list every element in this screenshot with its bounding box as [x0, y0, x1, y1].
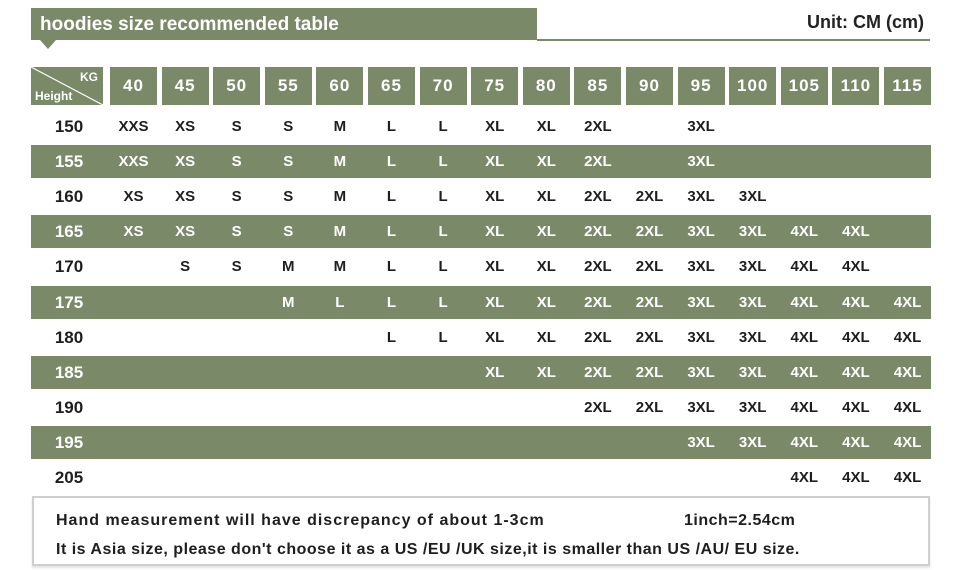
size-cell: XS	[175, 188, 196, 206]
table-row	[31, 250, 931, 283]
size-cell: 3XL	[738, 433, 767, 451]
size-cell: XL	[536, 188, 556, 206]
inch-conversion-note: 1inch=2.54cm	[684, 512, 796, 529]
size-cell: XL	[485, 188, 505, 206]
weight-header-row	[31, 67, 931, 105]
size-cell: 3XL	[687, 328, 715, 346]
size-cell: 4XL	[842, 469, 870, 486]
size-cell: XL	[485, 328, 505, 346]
size-cell: 2XL	[584, 153, 612, 171]
size-cell: XXS	[118, 118, 149, 135]
notes-box	[32, 496, 930, 566]
height-cell: 150	[54, 117, 84, 136]
size-cell: S	[231, 223, 242, 241]
size-cell: S	[283, 223, 294, 241]
table-row	[31, 356, 931, 389]
size-cell: 2XL	[635, 258, 664, 276]
size-cell: XS	[175, 153, 196, 171]
size-cell: 4XL	[790, 293, 819, 311]
height-axis-label: Height	[35, 89, 73, 103]
kg-header-110: 110	[832, 67, 879, 105]
height-cell: 175	[54, 292, 84, 312]
kg-header-100: 100	[729, 67, 776, 105]
size-cell: XL	[485, 153, 505, 171]
size-cell: XL	[536, 223, 556, 241]
height-cell: 170	[54, 257, 84, 277]
size-cell: S	[180, 258, 191, 276]
size-cell: XL	[536, 363, 556, 381]
size-cell: L	[386, 153, 397, 171]
size-cell: 2XL	[635, 363, 664, 381]
size-cell: XL	[536, 153, 556, 171]
kg-header-60: 60	[316, 67, 363, 105]
size-cell: L	[438, 153, 448, 171]
size-cell: S	[283, 118, 294, 135]
size-cell: L	[386, 328, 397, 346]
kg-header-70: 70	[420, 67, 467, 105]
height-cell: 180	[54, 327, 84, 347]
size-cell: 3XL	[738, 328, 767, 346]
size-cell: XXS	[118, 153, 149, 171]
unit-label: Unit: CM (cm)	[807, 12, 924, 32]
size-cell: 2XL	[584, 258, 612, 276]
asia-size-note: It is Asia size, please don't choose it as a US /EU /UK size,it is smaller than US /AU/ EU size.	[56, 541, 800, 558]
size-cell: M	[333, 258, 347, 276]
kg-header-40: 40	[110, 67, 157, 105]
size-cell: L	[386, 258, 397, 276]
size-cell: 4XL	[893, 433, 922, 451]
size-cell: 4XL	[893, 328, 922, 346]
size-cell: 2XL	[584, 293, 612, 311]
size-cell: L	[438, 258, 448, 276]
table-row	[31, 145, 931, 178]
size-cell: XS	[175, 118, 196, 135]
size-cell: 3XL	[738, 293, 767, 311]
table-row	[31, 426, 931, 459]
size-cell: S	[231, 118, 242, 135]
size-cell: 3XL	[738, 363, 767, 381]
size-cell: 3XL	[738, 223, 767, 241]
size-cell: 3XL	[687, 363, 715, 381]
size-cell: 2XL	[584, 188, 612, 206]
size-cell: 3XL	[687, 398, 715, 416]
size-cell: L	[386, 293, 397, 311]
size-cell: L	[438, 328, 448, 346]
kg-header-65: 65	[368, 67, 415, 105]
size-cell: 4XL	[790, 363, 819, 381]
table-row	[31, 110, 931, 143]
size-cell: 2XL	[635, 223, 664, 241]
size-cell: 4XL	[790, 469, 819, 486]
kg-header-75: 75	[471, 67, 518, 105]
size-cell: M	[282, 293, 295, 311]
size-cell: S	[231, 188, 242, 206]
size-cell: 2XL	[635, 398, 664, 416]
kg-header-55: 55	[265, 67, 312, 105]
size-cell: XL	[485, 118, 505, 135]
size-cell: 4XL	[842, 328, 870, 346]
size-cell: XL	[485, 363, 505, 381]
page-title: hoodies size recommended table	[40, 14, 339, 35]
size-cell: S	[283, 153, 294, 171]
size-cell: XL	[485, 223, 505, 241]
kg-axis-label: KG	[80, 70, 98, 84]
size-cell: 3XL	[687, 258, 715, 276]
size-cell: 4XL	[790, 433, 819, 451]
kg-header-90: 90	[626, 67, 673, 105]
size-cell: 3XL	[687, 188, 715, 206]
size-cell: 4XL	[842, 398, 870, 416]
kg-header-105: 105	[781, 67, 828, 105]
table-corner-header	[31, 67, 103, 105]
size-cell: 2XL	[584, 118, 612, 135]
size-cell: L	[386, 118, 397, 135]
size-cell: 3XL	[738, 188, 767, 206]
size-cell: 4XL	[842, 293, 870, 311]
size-cell: L	[438, 188, 448, 206]
kg-header-115: 115	[884, 67, 931, 105]
size-cell: 3XL	[687, 153, 715, 171]
size-cell: L	[386, 188, 397, 206]
height-cell: 155	[54, 152, 84, 172]
size-cell: 4XL	[790, 398, 819, 416]
title-notch-decoration	[40, 40, 56, 49]
size-cell: 4XL	[790, 258, 819, 276]
height-cell: 205	[54, 468, 84, 487]
size-cell: 4XL	[893, 398, 922, 416]
size-cell: L	[386, 223, 397, 241]
table-row	[31, 286, 931, 319]
title-underline	[537, 39, 930, 41]
size-cell: S	[231, 258, 242, 276]
size-cell: 4XL	[790, 328, 819, 346]
size-cell: L	[438, 293, 448, 311]
size-cell: 3XL	[687, 118, 715, 135]
kg-header-95: 95	[678, 67, 725, 105]
size-cell: S	[283, 188, 294, 206]
size-cell: XS	[175, 223, 196, 241]
size-cell: XS	[123, 223, 144, 241]
size-cell: 3XL	[687, 433, 715, 451]
size-cell: M	[282, 258, 295, 276]
size-cell: XS	[123, 188, 144, 206]
size-cell: 3XL	[687, 293, 715, 311]
size-cell: 4XL	[842, 258, 870, 276]
height-cell: 195	[54, 432, 84, 452]
size-cell: 2XL	[584, 328, 612, 346]
size-cell: L	[335, 293, 345, 311]
size-cell: L	[438, 118, 448, 135]
size-cell: XL	[485, 293, 505, 311]
table-row	[31, 180, 931, 213]
size-cell: 4XL	[842, 433, 870, 451]
size-cell: 4XL	[893, 363, 922, 381]
size-cell: M	[333, 118, 347, 135]
size-cell: 2XL	[584, 223, 612, 241]
size-cell: XL	[485, 258, 505, 276]
size-cell: M	[333, 223, 347, 241]
size-cell: 2XL	[635, 293, 664, 311]
size-cell: 3XL	[687, 223, 715, 241]
size-cell: XL	[536, 258, 556, 276]
size-cell: 4XL	[893, 469, 922, 486]
size-cell: XL	[536, 328, 556, 346]
table-row	[31, 215, 931, 248]
table-row	[31, 461, 931, 494]
title-banner	[31, 8, 537, 40]
size-cell: XL	[536, 118, 556, 135]
size-cell: 3XL	[738, 258, 767, 276]
table-row	[31, 321, 931, 354]
size-cell: 2XL	[635, 188, 664, 206]
size-cell: S	[231, 153, 242, 171]
size-cell: 2XL	[584, 363, 612, 381]
kg-header-45: 45	[162, 67, 209, 105]
height-cell: 190	[54, 397, 84, 417]
size-cell: M	[333, 153, 347, 171]
size-cell: 2XL	[635, 328, 664, 346]
measurement-note: Hand measurement will have discrepancy of about 1-3cm	[56, 512, 545, 529]
size-cell: L	[438, 223, 448, 241]
size-cell: 4XL	[790, 223, 819, 241]
size-cell: 2XL	[584, 398, 612, 416]
height-cell: 165	[54, 222, 84, 242]
size-cell: 3XL	[738, 398, 767, 416]
kg-header-85: 85	[574, 67, 621, 105]
size-cell: 4XL	[842, 223, 870, 241]
height-cell: 160	[54, 187, 84, 207]
kg-header-50: 50	[213, 67, 260, 105]
kg-header-80: 80	[523, 67, 570, 105]
size-cell: 4XL	[842, 363, 870, 381]
size-cell: XL	[536, 293, 556, 311]
height-cell: 185	[54, 362, 84, 382]
size-cell: M	[333, 188, 347, 206]
size-cell: 4XL	[893, 293, 922, 311]
table-row	[31, 391, 931, 424]
